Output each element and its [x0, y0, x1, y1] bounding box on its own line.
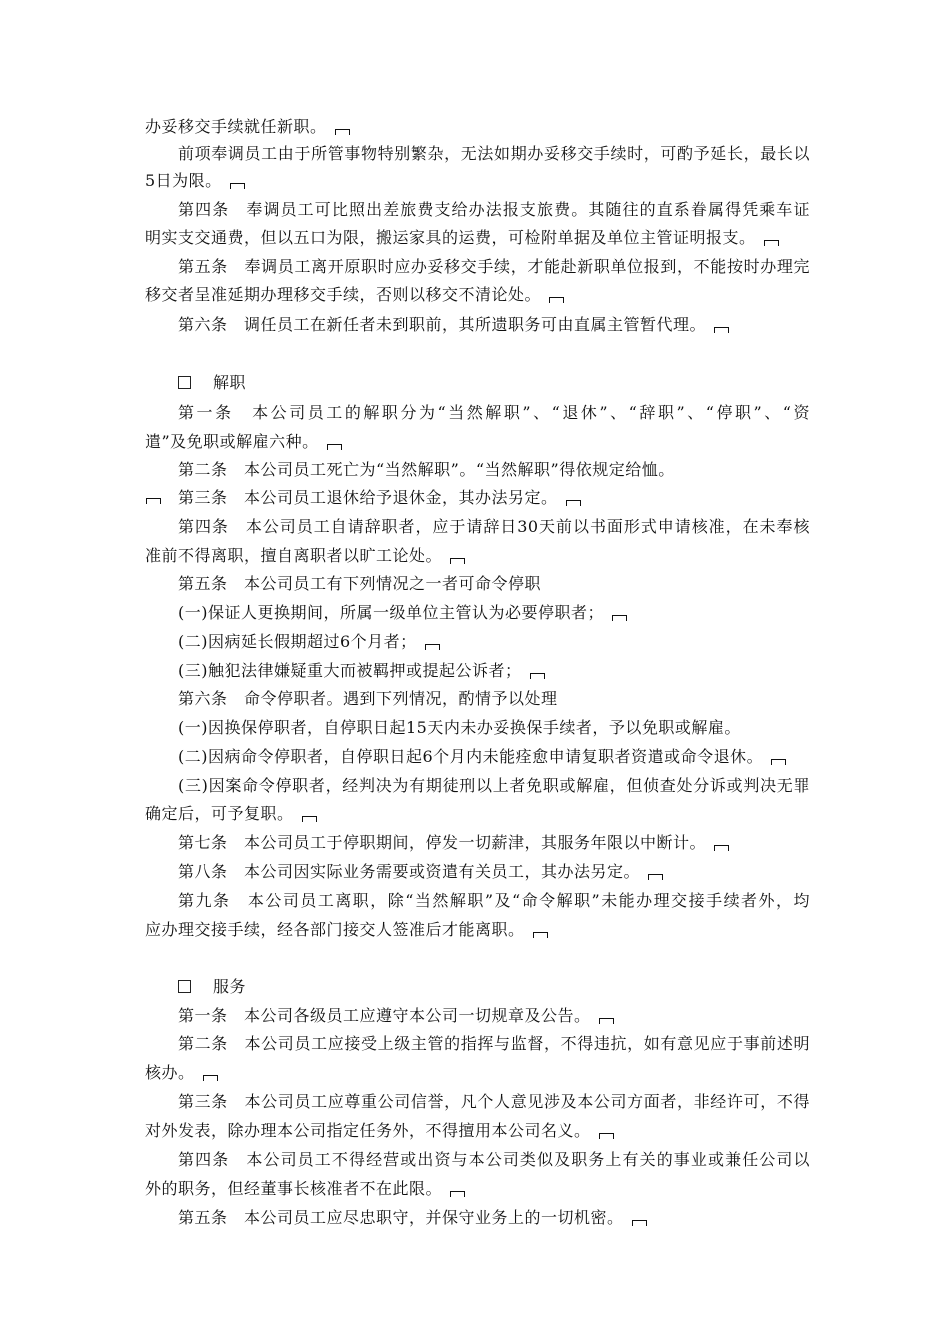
paragraph-line [178, 891, 810, 911]
paragraph-line [178, 315, 810, 335]
line-text: 第五条 本公司员工有下列情况之一者可命令停职 [178, 574, 542, 593]
paragraph-line [178, 1150, 810, 1170]
section-heading [178, 373, 843, 393]
line-text: 外的职务，但经董事长核准者不在此限。 [145, 1179, 443, 1198]
line-text: 第三条 本公司员工应尊重公司信誉，凡个人意见涉及本公司方面者，非经许可，不得 [178, 1092, 810, 1111]
checkbox-bullet-icon [178, 980, 191, 993]
paragraph-mark-icon [530, 673, 545, 679]
line-text: 第一条 本公司各级员工应遵守本公司一切规章及公告。 [178, 1006, 591, 1025]
paragraph-line [178, 718, 810, 738]
line-text: 第四条 本公司员工不得经营或出资与本公司类似及职务上有关的事业或兼任公司以 [178, 1150, 810, 1169]
line-text: 第八条 本公司因实际业务需要或资遣有关员工，其办法另定。 [178, 862, 641, 881]
paragraph-line [145, 920, 810, 940]
line-text: 第七条 本公司员工于停职期间，停发一切薪津，其服务年限以中断计。 [178, 833, 707, 852]
paragraph-line [145, 432, 810, 452]
line-text: 对外发表，除办理本公司指定任务外，不得擅用本公司名义。 [145, 1121, 591, 1140]
paragraph-line [178, 200, 810, 220]
paragraph-mark-icon [533, 932, 548, 938]
paragraph-line [178, 257, 810, 277]
paragraph-line [145, 171, 810, 191]
paragraph-mark-icon [230, 183, 245, 189]
line-text: 第四条 奉调员工可比照出差旅费支给办法报支旅费。其随往的直系眷属得凭乘车证 [178, 200, 810, 219]
paragraph-line [178, 1092, 810, 1112]
line-text: 第二条 本公司员工死亡为“当然解职”。“当然解职”得依规定给恤。 [178, 460, 675, 479]
line-text: (二)因病延长假期超过6个月者； [178, 632, 417, 651]
line-text: 第五条 奉调员工离开原职时应办妥移交手续，才能赴新职单位报到，不能按时办理完 [178, 257, 810, 276]
paragraph-line [145, 1063, 810, 1083]
paragraph-mark-icon [648, 874, 663, 880]
paragraph-line [178, 603, 810, 623]
line-text: 第二条 本公司员工应接受上级主管的指挥与监督，不得违抗，如有意见应于事前述明 [178, 1034, 810, 1053]
line-text: 办妥移交手续就任新职。 [145, 117, 327, 136]
line-text: 明实支交通费，但以五口为限，搬运家具的运费，可检附单据及单位主管证明报支。 [145, 228, 756, 247]
line-text: 第九条 本公司员工离职，除“当然解职”及“命令解职”未能办理交接手续者外，均 [178, 891, 810, 910]
paragraph-line [178, 403, 810, 423]
paragraph-line [145, 117, 810, 137]
line-text: (二)因病命令停职者，自停职日起6个月内未能痊愈申请复职者资遣或命令退休。 [178, 747, 764, 766]
line-text: 移交者呈准延期办理移交手续，否则以移交不清论处。 [145, 285, 542, 304]
line-text: 第六条 调任员工在新任者未到职前，其所遗职务可由直属主管暂代理。 [178, 315, 707, 334]
paragraph-mark-icon [146, 498, 161, 504]
paragraph-line [145, 1179, 810, 1199]
paragraph-line [178, 862, 810, 882]
line-text: 服务 [213, 977, 247, 996]
paragraph-mark-icon [327, 444, 342, 450]
paragraph-line [145, 228, 810, 248]
line-text: 准前不得离职，擅自离职者以旷工论处。 [145, 546, 443, 565]
paragraph-line [178, 776, 810, 796]
paragraph-line [178, 488, 810, 508]
line-text: 遣”及免职或解雇六种。 [145, 432, 319, 451]
paragraph-mark-icon [203, 1075, 218, 1081]
paragraph-mark-icon [771, 759, 786, 765]
paragraph-line [145, 804, 810, 824]
paragraph-line [178, 460, 810, 480]
paragraph-mark-icon [599, 1133, 614, 1139]
line-text: 解职 [213, 373, 247, 392]
paragraph-mark-icon [714, 327, 729, 333]
line-text: 应办理交接手续，经各部门接交人签准后才能离职。 [145, 920, 525, 939]
paragraph-mark-icon [714, 845, 729, 851]
line-text: 确定后，可予复职。 [145, 804, 294, 823]
paragraph-mark-icon [302, 816, 317, 822]
paragraph-mark-icon [612, 615, 627, 621]
paragraph-line [178, 1208, 810, 1228]
checkbox-bullet-icon [178, 376, 191, 389]
paragraph-mark-icon [450, 558, 465, 564]
paragraph-line [178, 1006, 810, 1026]
paragraph-line [178, 517, 810, 537]
paragraph-mark-icon [566, 500, 581, 506]
paragraph-mark-icon [764, 240, 779, 246]
paragraph-line [178, 747, 810, 767]
paragraph-mark-icon [425, 644, 440, 650]
paragraph-line [178, 689, 810, 709]
paragraph-line [178, 833, 810, 853]
paragraph-line [178, 1034, 810, 1054]
line-text: (一)保证人更换期间，所属一级单位主管认为必要停职者； [178, 603, 604, 622]
line-text: 前项奉调员工由于所管事物特别繁杂，无法如期办妥移交手续时，可酌予延长，最长以 [178, 144, 810, 163]
paragraph-mark-icon [632, 1220, 647, 1226]
paragraph-line [178, 632, 810, 652]
paragraph-line [178, 574, 810, 594]
paragraph-mark-icon [549, 297, 564, 303]
line-text: 第一条 本公司员工的解职分为“当然解职”、“退休”、“辞职”、“停职”、“资 [178, 403, 810, 422]
paragraph-line [178, 661, 810, 681]
paragraph-mark-icon [335, 129, 350, 135]
paragraph-line [145, 1121, 810, 1141]
paragraph-mark-icon [599, 1018, 614, 1024]
line-text: 第三条 本公司员工退休给予退休金，其办法另定。 [178, 488, 558, 507]
line-text: (三)触犯法律嫌疑重大而被羁押或提起公诉者； [178, 661, 522, 680]
line-text: 核办。 [145, 1063, 195, 1082]
line-text: (一)因换保停职者，自停职日起15天内未办妥换保手续者，予以免职或解雇。 [178, 718, 741, 737]
line-text: 第四条 本公司员工自请辞职者，应于请辞日30天前以书面形式申请核准，在未奉核 [178, 517, 810, 536]
line-text: 第六条 命令停职者。遇到下列情况，酌情予以处理 [178, 689, 558, 708]
line-text: (三)因案命令停职者，经判决为有期徒刑以上者免职或解雇，但侦查处分诉或判决无罪 [178, 776, 810, 795]
paragraph-line [145, 546, 810, 566]
line-text: 第五条 本公司员工应尽忠职守，并保守业务上的一切机密。 [178, 1208, 624, 1227]
paragraph-line [178, 144, 810, 164]
paragraph-line [145, 285, 810, 305]
line-text: 5日为限。 [145, 171, 222, 190]
paragraph-mark-icon [450, 1191, 465, 1197]
section-heading [178, 977, 843, 997]
